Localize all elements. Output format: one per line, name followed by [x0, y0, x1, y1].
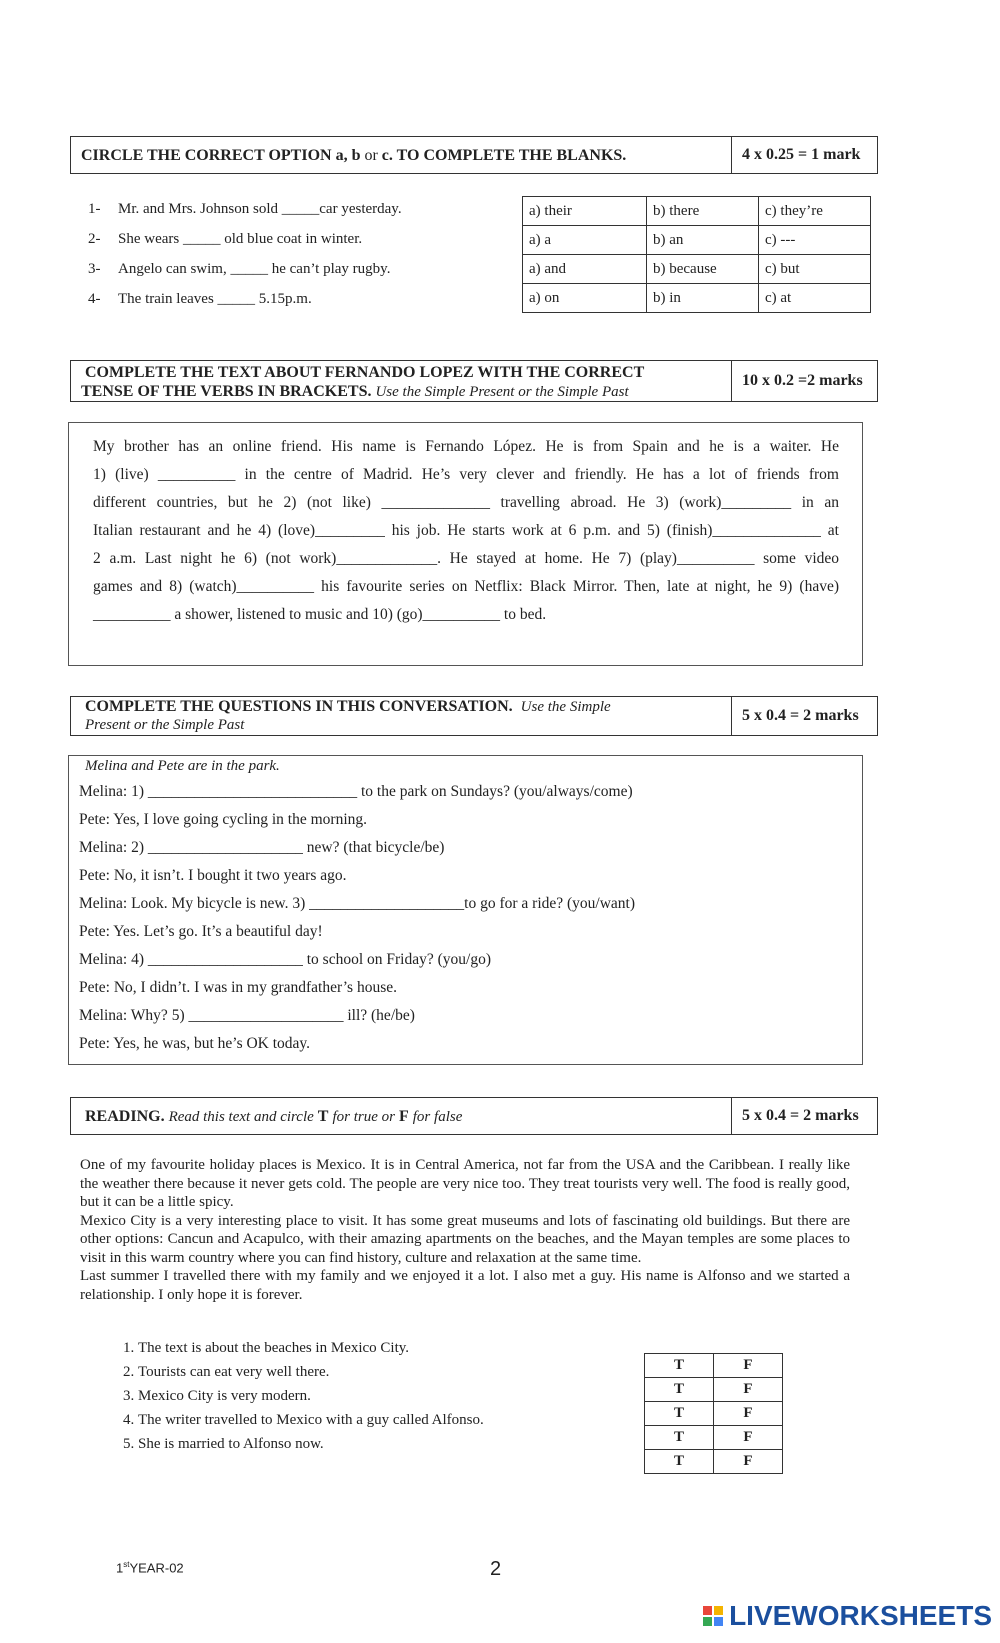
option-c[interactable]: c) they’re	[759, 197, 871, 226]
tf-statement: 5. She is married to Alfonso now.	[138, 1436, 484, 1460]
tf-row	[645, 1402, 783, 1426]
conversation-line[interactable]: Pete: No, I didn’t. I was in my grandfather’s house.	[79, 979, 397, 996]
paragraph-line[interactable]: My brother has an online friend. His name is Fernando López. He is from Spain and he is a waiter. He	[93, 438, 839, 455]
option-row	[523, 197, 871, 226]
paragraph-line[interactable]: __________ a shower, listened to music and 10) (go)__________ to bed.	[93, 606, 547, 623]
section1-header	[70, 136, 878, 174]
section2-header	[70, 360, 878, 402]
tf-statement: 2. Tourists can eat very well there.	[138, 1364, 484, 1388]
false-option[interactable]: F	[714, 1426, 783, 1450]
section3-conversation-box	[68, 755, 863, 1065]
tf-row	[645, 1378, 783, 1402]
tf-row	[645, 1426, 783, 1450]
section3-intro: Melina and Pete are in the park.	[85, 758, 280, 774]
section3-marks: 5 x 0.4 = 2 marks	[731, 697, 877, 735]
option-a[interactable]: a) their	[523, 197, 647, 226]
conversation-line[interactable]: Melina: 1) ___________________________ to the park on Sundays? (you/always/come)	[79, 783, 633, 800]
conversation-line[interactable]: Pete: No, it isn’t. I bought it two years ago.	[79, 867, 347, 884]
question-number: 4-	[88, 291, 101, 307]
section1-marks: 4 x 0.25 = 1 mark	[731, 137, 877, 173]
true-option[interactable]: T	[645, 1450, 714, 1474]
reading-paragraph: Mexico City is a very interesting place to visit. It has some great museums and lots of fascinating old buildings. But there are other options: Cancun and Acapulco, with their amazing apartments on the beaches, and the Mayan temples are some places to visit in this warm country where you can find history, culture and relaxation at the same time.	[80, 1212, 850, 1266]
question-row	[88, 291, 312, 308]
liveworksheets-logo	[703, 1600, 992, 1632]
paragraph-line[interactable]: different countries, but he 2) (not like) ______________ travelling abroad. He 3) (work)_________ in an	[93, 494, 839, 511]
conversation-line[interactable]: Pete: Yes. Let’s go. It’s a beautiful day!	[79, 923, 323, 940]
option-b[interactable]: b) there	[647, 197, 759, 226]
logo-squares-icon	[703, 1606, 723, 1626]
false-option[interactable]: F	[714, 1450, 783, 1474]
page-number: 2	[490, 1558, 502, 1580]
reading-paragraph: Last summer I travelled there with my family and we enjoyed it a lot. I also met a guy. His name is Alfonso and we started a relationship. I only hope it is forever.	[80, 1268, 850, 1303]
section3-header	[70, 696, 878, 736]
paragraph-line[interactable]: Italian restaurant and he 4) (love)_________ his job. He starts work at 6 p.m. and 5) (finish)______________ at	[93, 522, 839, 539]
section2-title	[71, 361, 731, 401]
paragraph-line[interactable]: games and 8) (watch)__________ his favourite series on Netflix: Black Mirror. Then, late at night, he 9) (have)	[93, 578, 839, 595]
true-option[interactable]: T	[645, 1402, 714, 1426]
option-row	[523, 255, 871, 284]
option-a[interactable]: a) and	[523, 255, 647, 284]
true-option[interactable]: T	[645, 1378, 714, 1402]
question-number: 1-	[88, 201, 101, 217]
section3-title: COMPLETE THE QUESTIONS IN THIS CONVERSATION. Use the Simple Present or the Simple Past	[85, 698, 611, 733]
section2-title-line2: TENSE OF THE VERBS IN BRACKETS.	[81, 383, 372, 400]
reading-paragraph: One of my favourite holiday places is Mexico. It is in Central America, not far from the USA and the Caribbean. I really like the weather there because it never gets cold. The people are very nice too. They treat tourists very well. The food is really good, but it can be a little spicy.	[80, 1157, 850, 1210]
option-b[interactable]: b) an	[647, 226, 759, 255]
tf-row	[645, 1354, 783, 1378]
paragraph-line[interactable]: 2 a.m. Last night he 6) (not work)_____________. He stayed at home. He 7) (play)__________ some video	[93, 550, 839, 567]
option-b[interactable]: b) because	[647, 255, 759, 284]
section2-title-line1: COMPLETE THE TEXT ABOUT FERNANDO LOPEZ WITH THE CORRECT	[85, 364, 645, 381]
question-row	[88, 261, 390, 278]
section4-marks: 5 x 0.4 = 2 marks	[731, 1098, 877, 1134]
section3-lines	[79, 778, 849, 1058]
section2-paragraph	[93, 433, 839, 629]
true-option[interactable]: T	[645, 1426, 714, 1450]
question-number: 2-	[88, 231, 101, 247]
question-number: 3-	[88, 261, 101, 277]
false-option[interactable]: F	[714, 1378, 783, 1402]
section2-marks: 10 x 0.2 =2 marks	[731, 361, 877, 401]
question-text: The train leaves _____ 5.15p.m.	[118, 291, 312, 307]
section1-title: CIRCLE THE CORRECT OPTION a, b or c. TO COMPLETE THE BLANKS.	[81, 147, 627, 164]
conversation-line[interactable]: Melina: Why? 5) ____________________ ill? (he/be)	[79, 1007, 415, 1024]
option-row	[523, 226, 871, 255]
conversation-line[interactable]: Melina: Look. My bicycle is new. 3) ____________________to go for a ride? (you/want)	[79, 895, 636, 912]
option-c[interactable]: c) ---	[759, 226, 871, 255]
section2-instruction: Use the Simple Present or the Simple Past	[375, 384, 629, 400]
logo-text: LIVEWORKSHEETS	[729, 1600, 992, 1631]
section2-text-box	[68, 422, 863, 666]
question-text: She wears _____ old blue coat in winter.	[118, 231, 363, 247]
question-text: Mr. and Mrs. Johnson sold _____car yesterday.	[118, 201, 402, 217]
tf-statement: 3. Mexico City is very modern.	[138, 1388, 484, 1412]
section4-title: READING. Read this text and circle T for true or F for false	[85, 1108, 463, 1125]
true-option[interactable]: T	[645, 1354, 714, 1378]
conversation-line[interactable]: Pete: Yes, he was, but he’s OK today.	[79, 1035, 311, 1052]
reading-text	[80, 1156, 850, 1304]
option-a[interactable]: a) a	[523, 226, 647, 255]
conversation-line[interactable]: Pete: Yes, I love going cycling in the morning.	[79, 811, 368, 828]
tf-row	[645, 1450, 783, 1474]
false-option[interactable]: F	[714, 1402, 783, 1426]
tf-statement: 1. The text is about the beaches in Mexico City.	[138, 1340, 484, 1364]
option-c[interactable]: c) at	[759, 284, 871, 313]
section4-header	[70, 1097, 878, 1135]
question-text: Angelo can swim, _____ he can’t play rugby.	[118, 261, 391, 277]
tf-statement: 4. The writer travelled to Mexico with a guy called Alfonso.	[138, 1412, 484, 1436]
tf-statements	[98, 1340, 484, 1460]
option-a[interactable]: a) on	[523, 284, 647, 313]
question-row	[88, 201, 402, 218]
option-c[interactable]: c) but	[759, 255, 871, 284]
footer-year-label: 1stYEAR-02	[116, 1560, 184, 1576]
option-b[interactable]: b) in	[647, 284, 759, 313]
conversation-line[interactable]: Melina: 4) ____________________ to school on Friday? (you/go)	[79, 951, 491, 968]
option-row	[523, 284, 871, 313]
paragraph-line[interactable]: 1) (live) __________ in the centre of Madrid. He’s very clever and friendly. He has a lot of friends from	[93, 466, 839, 483]
section1-options-table	[522, 196, 871, 313]
tf-answer-table	[644, 1353, 783, 1474]
false-option[interactable]: F	[714, 1354, 783, 1378]
question-row	[88, 231, 362, 248]
conversation-line[interactable]: Melina: 2) ____________________ new? (that bicycle/be)	[79, 839, 445, 856]
